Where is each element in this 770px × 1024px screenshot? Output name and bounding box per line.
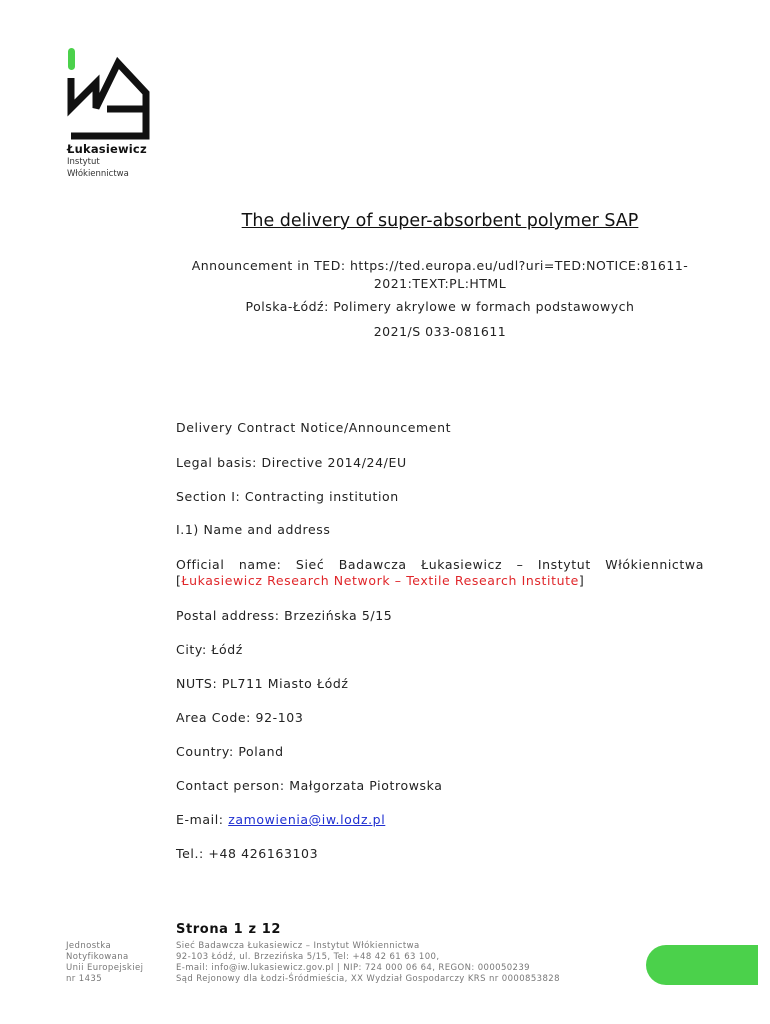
green-accent-tab (646, 945, 758, 985)
footer-line: Sieć Badawcza Łukasiewicz – Instytut Włókiennictwa (176, 941, 420, 951)
lukasiewicz-logo (62, 46, 162, 142)
footer-left-line: Unii Europejskiej (66, 963, 144, 973)
bracket-open: [ (176, 573, 182, 588)
footer-company-info (176, 941, 560, 985)
area-code: Area Code: 92-103 (176, 710, 304, 725)
contact-person: Contact person: Małgorzata Piotrowska (176, 778, 443, 793)
email-link[interactable]: zamowienia@iw.lodz.pl (228, 812, 386, 827)
logo-name: Łukasiewicz (67, 142, 147, 156)
footer-notified-body (66, 941, 143, 985)
footer-left-line: Jednostka (66, 941, 112, 951)
telephone: Tel.: +48 426163103 (176, 846, 319, 861)
official-name-english-text: Łukasiewicz Research Network – Textile Research Institute (181, 573, 579, 588)
announcement-reference: 2021/S 033-081611 (373, 324, 507, 339)
country: Country: Poland (176, 744, 284, 759)
email-row (176, 812, 704, 828)
announcement-line1: Announcement in TED: https://ted.europa.eu/udl?uri=TED:NOTICE:81611- (191, 258, 689, 273)
logo-mark-icon (62, 46, 162, 142)
footer-line: 92-103 Łódź, ul. Brzezińska 5/15, Tel: +48 42 61 63 100, (176, 952, 440, 962)
legal-basis: Legal basis: Directive 2014/24/EU (176, 455, 407, 470)
official-name: Official name: Sieć Badawcza Łukasiewicz – Instytut Włókiennictwa (176, 557, 704, 572)
bracket-close: ] (578, 573, 585, 588)
name-address-heading: I.1) Name and address (176, 522, 331, 537)
notice-type: Delivery Contract Notice/Announcement (176, 420, 452, 435)
logo-subtitle-line1: Instytut (67, 157, 100, 167)
postal-address: Postal address: Brzezińska 5/15 (176, 608, 393, 623)
announcement-line2: 2021:TEXT:PL:HTML (373, 276, 507, 291)
announcement-cpv: Polska-Łódź: Polimery akrylowe w formach podstawowych (245, 299, 635, 314)
document-title: The delivery of super-absorbent polymer SAP (241, 211, 639, 231)
logo-subtitle-line2: Włókiennictwa (67, 169, 129, 179)
footer-left-line: Notyfikowana (66, 952, 129, 962)
official-name-english (176, 573, 704, 589)
email-label: E-mail: (176, 812, 229, 827)
footer-line: Sąd Rejonowy dla Łodzi-Śródmieścia, XX Wydział Gospodarczy KRS nr 0000853828 (176, 974, 560, 984)
footer-left-line: nr 1435 (66, 974, 103, 984)
footer-line: E-mail: info@iw.lukasiewicz.gov.pl | NIP: 724 000 06 64, REGON: 000050239 (176, 963, 530, 973)
page-number: Strona 1 z 12 (176, 922, 282, 937)
section-heading: Section I: Contracting institution (176, 489, 399, 504)
city: City: Łódź (176, 642, 243, 657)
nuts-code: NUTS: PL711 Miasto Łódź (176, 676, 349, 691)
